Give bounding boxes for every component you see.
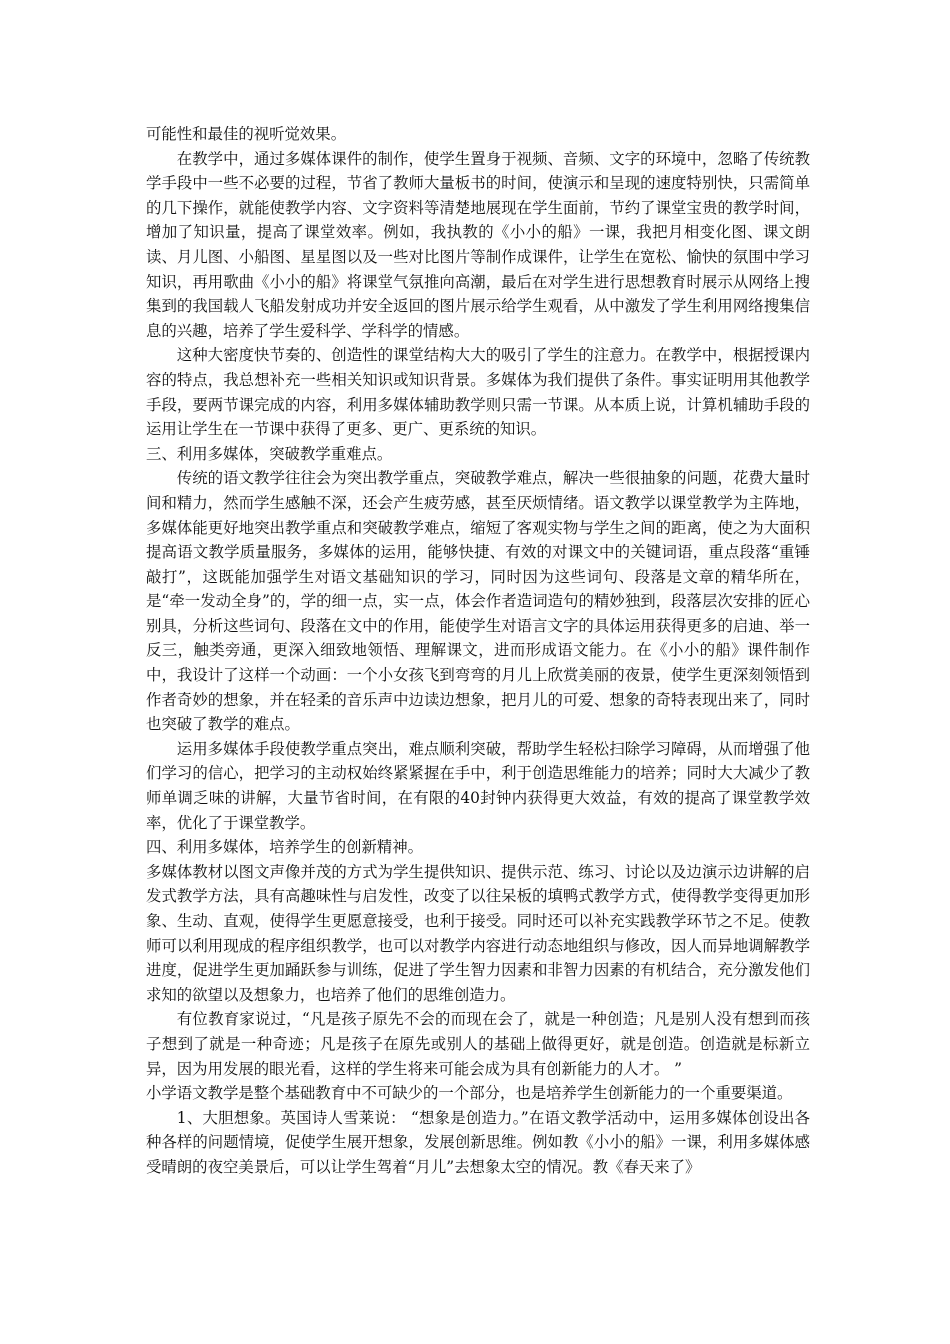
paragraph-multimedia-materials: 多媒体教材以图文声像并茂的方式为学生提供知识、提供示范、练习、讨论以及边演示边讲解的启发式教学方法，具有高趣味性与启发性，改变了以往呆板的填鸭式教学方式，使得教学变得更加形象、生动、直观，使得学生更愿意接受，也利于接受。同时还可以补充实践教学环节之不足。使教师可以利用现成的程序组织教学，也可以对教学内容进行动态地组织与修改，因人而异地调解教学进度，促进学生更加踊跃参与训练，促进了学生智力因素和非智力因素的有机结合，充分激发他们求知的欲望以及想象力，也培养了他们的思维创造力。: [146, 862, 810, 1004]
paragraph-key-difficult-points: 传统的语文教学往往会为突出教学重点，突破教学难点，解决一些很抽象的问题，花费大量时间和精力，然而学生感触不深，还会产生疲劳感，甚至厌烦情绪。语文教学以课堂教学为主阵地，多媒体能更好地突出教学重点和突破教学难点，缩短了客观实物与学生之间的距离，使之为大面积提高语文教学质量服务，多媒体的运用，能够快捷、有效的对课文中的关键词语，重点段落“重锤敲打”，这既能加强学生对语文基础知识的学习，同时因为这些词句、段落是文章的精华所在，是“牵一发动全身”的，学的细一点，实一点，体会作者造词造句的精妙独到，段落层次安排的匠心别具，分析这些词句、段落在文中的作用，能使学生对语言文字的具体运用获得更多的启迪、举一反三，触类旁通，更深入细致地领悟、理解课文，进而形成语文能力。在《小小的船》课件制作中，我设计了这样一个动画：一个小女孩飞到弯弯的月儿上欣赏美丽的夜景，使学生更深刻领悟到作者奇妙的想象，并在轻柔的音乐声中边读边想象，把月儿的可爱、想象的奇特表现出来了，同时也突破了教学的难点。: [146, 469, 810, 734]
paragraph-efficiency: 运用多媒体手段使教学重点突出，难点顺利突破，帮助学生轻松扫除学习障碍，从而增强了他们学习的信心，把学习的主动权始终紧紧握在手中，利于创造思维能力的培养；同时大大减少了教师单调乏味的讲解，大量节省时间，在有限的40封钟内获得更大效益，有效的提高了课堂教学效率，优化了于课堂教学。: [146, 739, 810, 832]
paragraph-educator-quote: 有位教育家说过，“凡是孩子原先不会的而现在会了，就是一种创造；凡是别人没有想到而孩子想到了就是一种奇迹；凡是孩子在原先或别人的基础上做得更好，就是创造。创造就是标新立异，因为用发展的眼光看，这样的学生将来可能会成为具有创新能力的人才。 ”: [146, 1010, 810, 1078]
paragraph-continuation: 可能性和最佳的视听觉效果。: [146, 125, 347, 143]
section-heading-4: 四、利用多媒体，培养学生的创新精神。: [146, 838, 424, 857]
paragraph-multimedia-courseware: 在教学中，通过多媒体课件的制作，使学生置身于视频、音频、文字的环境中，忽略了传统教学手段中一些不必要的过程，节省了教师大量板书的时间，使演示和呈现的速度特别快，只需简单的几下操作，就能使教学内容、文字资料等清楚地展现在学生面前，节约了课堂宝贵的教学时间，增加了知识量，提高了课堂效率。例如，我执教的《小小的船》一课，我把月相变化图、课文朗读、月儿图、小船图、星星图以及一些对比图片等制作成课件，让学生在宽松、愉快的氛围中学习知识，再用歌曲《小小的船》将课堂气氛推向高潮，最后在对学生进行思想教育时展示从网络上搜集到的我国载人飞船发射成功并安全返回的图片展示给学生观看，从中激发了学生利用网络搜集信息的兴趣，培养了学生爱科学、学科学的情感。: [146, 149, 810, 340]
section-heading-3: 三、利用多媒体，突破教学重难点。: [146, 444, 393, 463]
paragraph-class-structure: 这种大密度快节奏的、创造性的课堂结构大大的吸引了学生的注意力。在教学中，根据授课内容的特点，我总想补充一些相关知识或知识背景。多媒体为我们提供了条件。事实证明用其他教学手段，要两节课完成的内容，利用多媒体辅助教学则只需一节课。从本质上说，计算机辅助手段的运用让学生在一节课中获得了更多、更广、更系统的知识。: [146, 346, 810, 439]
paragraph-primary-chinese: 小学语文教学是整个基础教育中不可缺少的一个部分，也是培养学生创新能力的一个重要渠道。: [146, 1084, 793, 1103]
paragraph-bold-imagination: 1、大胆想象。英国诗人雪莱说： “想象是创造力。”在语文教学活动中，运用多媒体创设出各种各样的问题情境，促使学生展开想象，发展创新思维。例如教《小小的船》一课，利用多媒体感受晴朗的夜空美景后，可以让学生驾着“月儿”去想象太空的情况。教《春天来了》: [146, 1108, 810, 1176]
document-page: [146, 122, 810, 1180]
